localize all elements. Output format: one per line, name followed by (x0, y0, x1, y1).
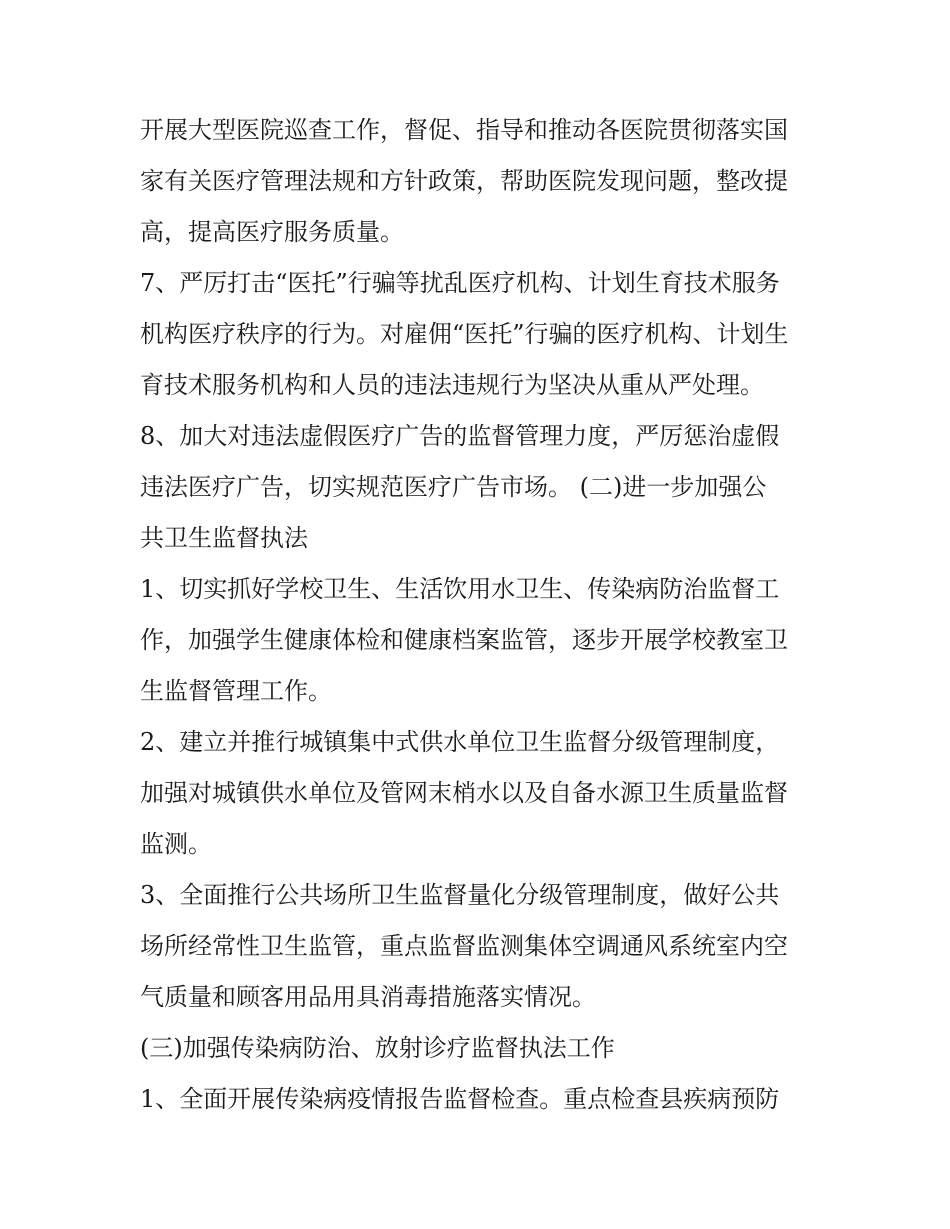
text-line: 监测。 (140, 830, 212, 858)
text-line: 作，加强学生健康体检和健康档案监管，逐步开展学校教室卫 (140, 626, 788, 654)
text-line: (三)加强传染病防治、放射诊疗监督执法工作 (140, 1034, 615, 1062)
text-line: 2、建立并推行城镇集中式供水单位卫生监督分级管理制度， (140, 728, 780, 756)
text-line: 生监督管理工作。 (140, 677, 332, 705)
text-line: 8、加大对违法虚假医疗广告的监督管理力度，严厉惩治虚假 (140, 422, 780, 450)
text-line: 家有关医疗管理法规和方针政策，帮助医院发现问题，整改提 (140, 167, 788, 195)
text-line: 场所经常性卫生监管，重点监督监测集体空调通风系统室内空 (140, 932, 788, 960)
text-line: 违法医疗广告，切实规范医疗广告市场。 (二)进一步加强公 (140, 473, 767, 501)
text-line: 气质量和顾客用品用具消毒措施落实情况。 (140, 983, 596, 1011)
text-line: 1、全面开展传染病疫情报告监督检查。重点检查县疾病预防 (140, 1085, 780, 1113)
text-line: 共卫生监督执法 (140, 524, 308, 552)
text-line: 1、切实抓好学校卫生、生活饮用水卫生、传染病防治监督工 (140, 575, 780, 603)
text-line: 7、严厉打击“医托”行骗等扰乱医疗机构、计划生育技术服务 (140, 269, 780, 297)
text-line: 加强对城镇供水单位及管网末梢水以及自备水源卫生质量监督 (140, 779, 788, 807)
text-line: 机构医疗秩序的行为。对雇佣“医托”行骗的医疗机构、计划生 (140, 320, 789, 348)
text-line: 育技术服务机构和人员的违法违规行为坚决从重从严处理。 (140, 371, 764, 399)
text-line: 3、全面推行公共场所卫生监督量化分级管理制度，做好公共 (140, 881, 780, 909)
text-line: 开展大型医院巡查工作，督促、指导和推动各医院贯彻落实国 (140, 116, 788, 144)
text-line: 高，提高医疗服务质量。 (140, 218, 404, 246)
